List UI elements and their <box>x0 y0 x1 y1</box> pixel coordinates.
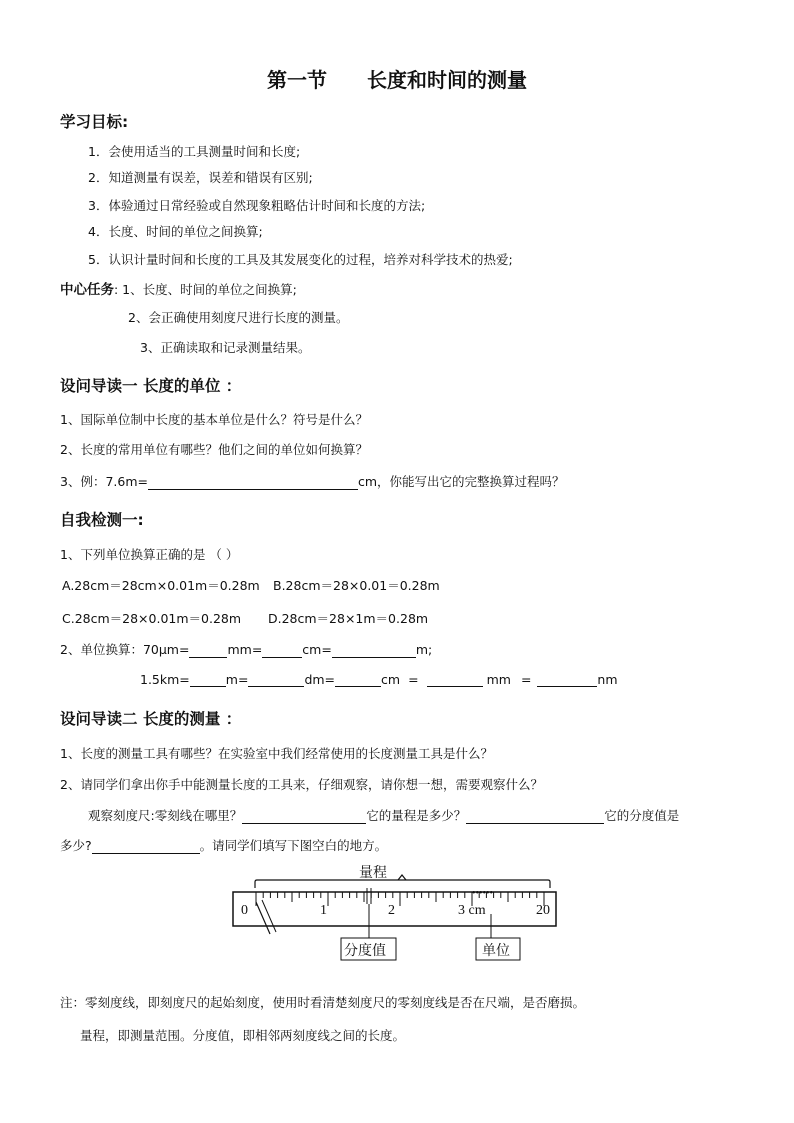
conversion-row-1: 2、单位换算：70μm= mm= cm= m; <box>60 642 433 657</box>
ruler-number: 1 <box>320 903 327 918</box>
option-c: C.28cm＝28×0.01m＝0.28m <box>62 611 242 626</box>
ruler-number: 3 cm <box>458 903 486 918</box>
answer-blank[interactable] <box>190 672 226 687</box>
division-label: 分度值 <box>344 943 386 959</box>
range-bracket <box>255 880 550 888</box>
question-conversion: 3、例：7.6m= cm，你能写出它的完整换算过程吗？ <box>60 474 565 489</box>
guide2-heading: 设问导读二 长度的测量 ： <box>60 710 242 728</box>
question: 2、请同学们拿出你手中能测量长度的工具来，仔细观察，请你想一想，需要观察什么？ <box>60 777 543 792</box>
goal-item: 3．体验通过日常经验或自然现象粗略估计时间和长度的方法; <box>88 198 426 213</box>
question: 2、长度的常用单位有哪些？他们之间的单位如何换算？ <box>60 442 368 457</box>
answer-blank[interactable] <box>332 643 416 658</box>
answer-blank[interactable] <box>248 672 304 687</box>
option-b: B.28cm＝28×0.01＝0.28m <box>273 578 440 593</box>
conversion-row-2: 1.5km= m= dm= cm = mm = nm <box>140 672 618 687</box>
option-a: A.28cm＝28cm×0.01m＝0.28m <box>62 578 260 593</box>
answer-blank[interactable] <box>466 809 604 824</box>
goal-item: 5．认识计量时间和长度的工具及其发展变化的过程，培养对科学技术的热爱; <box>88 252 513 267</box>
goal-item: 1．会使用适当的工具测量时间和长度; <box>88 144 301 159</box>
guide1-heading: 设问导读一 长度的单位 ： <box>60 377 242 395</box>
goal-item: 2．知道测量有误差，误差和错误有区别; <box>88 170 313 185</box>
range-label: 量程 <box>359 865 387 881</box>
ruler-ellipsis: •••••• <box>472 888 494 899</box>
check1-heading: 自我检测一: <box>60 511 144 529</box>
answer-blank[interactable] <box>242 809 366 824</box>
ruler-number: 2 <box>388 903 395 918</box>
ruler-number: 0 <box>241 903 248 918</box>
answer-blank[interactable] <box>335 672 381 687</box>
page-title: 第一节 长度和时间的测量 <box>267 68 527 92</box>
answer-blank[interactable] <box>427 672 483 687</box>
goal-item: 4．长度、时间的单位之间换算; <box>88 224 263 239</box>
observe-line-2: 多少? 。请同学们填写下图空白的地方。 <box>60 838 388 853</box>
observe-line-1: 观察刻度尺:零刻线在哪里？ 它的量程是多少？ 它的分度值是 <box>88 808 680 823</box>
tasks-heading: 中心任务 <box>60 282 114 298</box>
tasks-line-1 <box>60 278 297 298</box>
task-item: : 1、长度、时间的单位之间换算; <box>114 282 297 297</box>
answer-blank[interactable] <box>537 672 597 687</box>
ruler-number: 20 <box>536 903 550 918</box>
answer-blank[interactable] <box>92 839 200 854</box>
ruler-diagram <box>226 860 566 964</box>
task-item: 2、会正确使用刻度尺进行长度的测量。 <box>128 310 349 325</box>
answer-blank[interactable] <box>189 643 227 658</box>
answer-blank[interactable] <box>148 475 358 490</box>
question: 1、长度的测量工具有哪些？在实验室中我们经常使用的长度测量工具是什么？ <box>60 746 493 761</box>
answer-blank[interactable] <box>262 643 302 658</box>
note-line: 注：零刻度线，即刻度尺的起始刻度，使用时看清楚刻度尺的零刻度线是否在尺端，是否磨损。 <box>60 995 586 1010</box>
goals-heading: 学习目标: <box>60 113 129 131</box>
option-d: D.28cm＝28×1m＝0.28m <box>268 611 429 626</box>
note-line: 量程，即测量范围。分度值，即相邻两刻度线之间的长度。 <box>80 1028 406 1043</box>
question: 1、下列单位换算正确的是 （ ） <box>60 547 239 562</box>
unit-label: 单位 <box>482 943 510 959</box>
question: 1、国际单位制中长度的基本单位是什么？符号是什么？ <box>60 412 368 427</box>
task-item: 3、正确读取和记录测量结果。 <box>140 340 311 355</box>
range-bracket-peak <box>398 875 406 880</box>
